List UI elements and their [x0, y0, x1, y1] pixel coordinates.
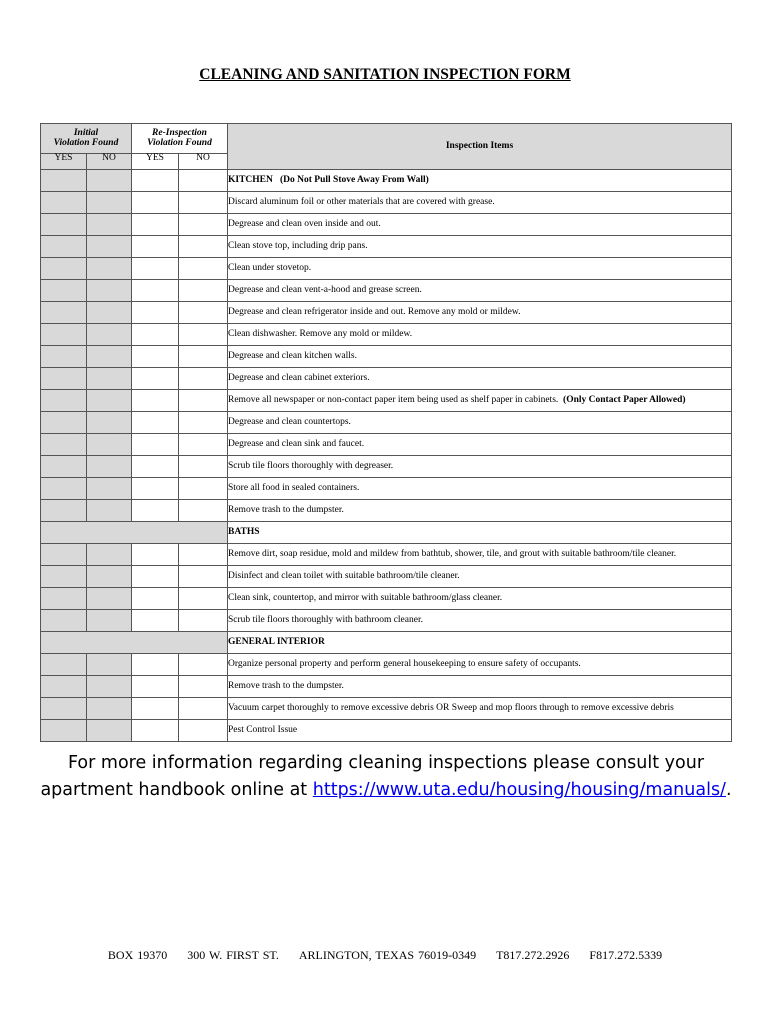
- inspection-item: Degrease and clean cabinet exteriors.: [228, 368, 732, 390]
- table-row: [41, 544, 732, 566]
- table-row: [41, 478, 732, 500]
- inspection-item: Degrease and clean oven inside and out.: [228, 214, 732, 236]
- initial-no-checkbox[interactable]: [87, 170, 132, 192]
- initial-yes-checkbox[interactable]: [41, 434, 87, 456]
- initial-no-checkbox[interactable]: [87, 588, 132, 610]
- table-row: [41, 698, 732, 720]
- reinspection-no-checkbox[interactable]: [179, 324, 228, 346]
- footer-phone: T817.272.2926: [496, 948, 570, 962]
- table-row: [41, 258, 732, 280]
- reinspection-no-checkbox[interactable]: [179, 192, 228, 214]
- inspection-item: Scrub tile floors thoroughly with degreaser.: [228, 456, 732, 478]
- table-row: [41, 412, 732, 434]
- initial-yes-header: YES: [41, 154, 87, 170]
- initial-yes-checkbox[interactable]: [41, 654, 87, 676]
- reinspection-no-checkbox[interactable]: [179, 720, 228, 742]
- reinspection-no-checkbox[interactable]: [179, 214, 228, 236]
- reinspection-no-checkbox[interactable]: [179, 500, 228, 522]
- table-row: [41, 390, 732, 412]
- reinspection-yes-checkbox[interactable]: [132, 412, 179, 434]
- reinspection-yes-checkbox[interactable]: [132, 368, 179, 390]
- reinspection-no-checkbox[interactable]: [179, 390, 228, 412]
- reinspection-no-checkbox[interactable]: [179, 280, 228, 302]
- initial-yes-checkbox[interactable]: [41, 720, 87, 742]
- reinspection-yes-checkbox[interactable]: [132, 698, 179, 720]
- reinspection-yes-header: YES: [132, 154, 179, 170]
- initial-yes-checkbox[interactable]: [41, 544, 87, 566]
- inspection-item: Clean under stovetop.: [228, 258, 732, 280]
- footer-city: ARLINGTON, TEXAS 76019-0349: [298, 948, 477, 962]
- initial-no-checkbox[interactable]: [87, 434, 132, 456]
- table-row: [41, 192, 732, 214]
- inspection-item: Degrease and clean countertops.: [228, 412, 732, 434]
- initial-yes-checkbox[interactable]: [41, 588, 87, 610]
- table-row: [41, 654, 732, 676]
- table-row: [41, 368, 732, 390]
- table-row: [41, 302, 732, 324]
- info-note: [40, 750, 732, 804]
- initial-yes-checkbox[interactable]: [41, 610, 87, 632]
- table-row: [41, 236, 732, 258]
- reinspection-no-header: NO: [179, 154, 228, 170]
- initial-no-checkbox[interactable]: [87, 698, 132, 720]
- reinspection-yes-checkbox[interactable]: [132, 434, 179, 456]
- inspection-item: Store all food in sealed containers.: [228, 478, 732, 500]
- inspection-item: Degrease and clean sink and faucet.: [228, 434, 732, 456]
- reinspection-yes-checkbox[interactable]: [132, 324, 179, 346]
- table-row: [41, 170, 732, 192]
- inspection-item: Pest Control Issue: [228, 720, 732, 742]
- inspection-item: Remove dirt, soap residue, mold and mildew from bathtub, shower, tile, and grout with suitable bathroom/tile cleaner.: [228, 544, 732, 566]
- reinspection-no-checkbox[interactable]: [179, 698, 228, 720]
- table-row: [41, 632, 732, 654]
- reinspection-yes-checkbox[interactable]: [132, 302, 179, 324]
- section-title-kitchen: KITCHEN (Do Not Pull Stove Away From Wall): [228, 170, 732, 192]
- reinspection-no-checkbox[interactable]: [179, 544, 228, 566]
- inspection-item: Clean stove top, including drip pans.: [228, 236, 732, 258]
- inspection-table: [40, 123, 732, 742]
- table-row: [41, 522, 732, 544]
- reinspection-yes-checkbox[interactable]: [132, 720, 179, 742]
- initial-no-checkbox[interactable]: [87, 214, 132, 236]
- inspection-items-header: Inspection Items: [228, 124, 732, 170]
- reinspection-yes-checkbox[interactable]: [132, 588, 179, 610]
- reinspection-yes-checkbox[interactable]: [132, 456, 179, 478]
- initial-no-checkbox[interactable]: [87, 302, 132, 324]
- initial-yes-checkbox[interactable]: [41, 280, 87, 302]
- reinspection-yes-checkbox[interactable]: [132, 544, 179, 566]
- initial-yes-checkbox[interactable]: [41, 236, 87, 258]
- inspection-item: Degrease and clean refrigerator inside and out. Remove any mold or mildew.: [228, 302, 732, 324]
- initial-no-checkbox[interactable]: [87, 676, 132, 698]
- initial-yes-checkbox[interactable]: [41, 324, 87, 346]
- initial-yes-checkbox[interactable]: [41, 390, 87, 412]
- reinspection-no-checkbox[interactable]: [179, 610, 228, 632]
- inspection-item: Degrease and clean vent-a-hood and grease screen.: [228, 280, 732, 302]
- initial-no-checkbox[interactable]: [87, 720, 132, 742]
- footer-fax: F817.272.5339: [589, 948, 663, 962]
- reinspection-yes-checkbox[interactable]: [132, 654, 179, 676]
- initial-violation-header: Initial Violation Found: [41, 124, 132, 154]
- reinspection-no-checkbox[interactable]: [179, 258, 228, 280]
- info-line-1: For more information regarding cleaning inspections please consult your: [67, 753, 705, 773]
- initial-no-checkbox[interactable]: [87, 412, 132, 434]
- section-spacer: [41, 632, 228, 654]
- initial-yes-checkbox[interactable]: [41, 698, 87, 720]
- initial-yes-checkbox[interactable]: [41, 170, 87, 192]
- section-title: GENERAL INTERIOR: [228, 632, 732, 654]
- section-title: BATHS: [228, 522, 732, 544]
- table-row: [41, 214, 732, 236]
- initial-yes-checkbox[interactable]: [41, 456, 87, 478]
- initial-yes-checkbox[interactable]: [41, 302, 87, 324]
- initial-no-checkbox[interactable]: [87, 566, 132, 588]
- reinspection-yes-checkbox[interactable]: [132, 390, 179, 412]
- initial-yes-checkbox[interactable]: [41, 500, 87, 522]
- reinspection-yes-checkbox[interactable]: [132, 676, 179, 698]
- reinspection-no-checkbox[interactable]: [179, 456, 228, 478]
- inspection-item: Organize personal property and perform general housekeeping to ensure safety of occupants.: [228, 654, 732, 676]
- initial-yes-checkbox[interactable]: [41, 192, 87, 214]
- reinspection-no-checkbox[interactable]: [179, 566, 228, 588]
- footer-box: BOX 19370: [107, 948, 168, 962]
- reinspection-yes-checkbox[interactable]: [132, 192, 179, 214]
- table-row: [41, 500, 732, 522]
- table-row: [41, 676, 732, 698]
- housing-manuals-link[interactable]: https://www.uta.edu/housing/housing/manuals/: [312, 780, 726, 800]
- table-row: [41, 434, 732, 456]
- initial-no-checkbox[interactable]: [87, 346, 132, 368]
- reinspection-yes-checkbox[interactable]: [132, 566, 179, 588]
- reinspection-yes-checkbox[interactable]: [132, 500, 179, 522]
- reinspection-yes-checkbox[interactable]: [132, 258, 179, 280]
- initial-yes-checkbox[interactable]: [41, 566, 87, 588]
- initial-yes-checkbox[interactable]: [41, 258, 87, 280]
- initial-no-checkbox[interactable]: [87, 258, 132, 280]
- initial-yes-checkbox[interactable]: [41, 676, 87, 698]
- inspection-item: Disinfect and clean toilet with suitable bathroom/tile cleaner.: [228, 566, 732, 588]
- reinspection-yes-checkbox[interactable]: [132, 478, 179, 500]
- initial-no-checkbox[interactable]: [87, 500, 132, 522]
- address-footer: [0, 948, 770, 963]
- reinspection-yes-checkbox[interactable]: [132, 236, 179, 258]
- table-row: [41, 346, 732, 368]
- inspection-item: Remove trash to the dumpster.: [228, 676, 732, 698]
- reinspection-yes-checkbox[interactable]: [132, 214, 179, 236]
- inspection-item: Remove trash to the dumpster.: [228, 500, 732, 522]
- table-row: [41, 566, 732, 588]
- reinspection-yes-checkbox[interactable]: [132, 610, 179, 632]
- initial-no-header: NO: [87, 154, 132, 170]
- initial-yes-checkbox[interactable]: [41, 478, 87, 500]
- inspection-item: Scrub tile floors thoroughly with bathroom cleaner.: [228, 610, 732, 632]
- reinspection-no-checkbox[interactable]: [179, 478, 228, 500]
- inspection-item: Clean sink, countertop, and mirror with suitable bathroom/glass cleaner.: [228, 588, 732, 610]
- inspection-item: Vacuum carpet thoroughly to remove excessive debris OR Sweep and mop floors through to remove excessive debris: [228, 698, 732, 720]
- initial-no-checkbox[interactable]: [87, 324, 132, 346]
- reinspection-yes-checkbox[interactable]: [132, 170, 179, 192]
- initial-no-checkbox[interactable]: [87, 610, 132, 632]
- reinspection-no-checkbox[interactable]: [179, 588, 228, 610]
- initial-no-checkbox[interactable]: [87, 192, 132, 214]
- inspection-item: Remove all newspaper or non-contact paper item being used as shelf paper in cabinets. (Only Contact Paper Allowed): [228, 390, 732, 412]
- inspection-item: Clean dishwasher. Remove any mold or mildew.: [228, 324, 732, 346]
- section-spacer: [41, 522, 228, 544]
- initial-no-checkbox[interactable]: [87, 456, 132, 478]
- info-line-2: apartment handbook online at https://www.uta.edu/housing/housing/manuals/.: [40, 780, 732, 800]
- reinspection-no-checkbox[interactable]: [179, 676, 228, 698]
- table-row: [41, 456, 732, 478]
- inspection-item: Discard aluminum foil or other materials that are covered with grease.: [228, 192, 732, 214]
- initial-yes-checkbox[interactable]: [41, 214, 87, 236]
- initial-yes-checkbox[interactable]: [41, 346, 87, 368]
- initial-no-checkbox[interactable]: [87, 390, 132, 412]
- initial-no-checkbox[interactable]: [87, 544, 132, 566]
- initial-no-checkbox[interactable]: [87, 280, 132, 302]
- initial-no-checkbox[interactable]: [87, 236, 132, 258]
- footer-street: 300 W. FIRST ST.: [187, 948, 279, 962]
- reinspection-yes-checkbox[interactable]: [132, 346, 179, 368]
- reinspection-no-checkbox[interactable]: [179, 302, 228, 324]
- table-row: [41, 324, 732, 346]
- table-row: [41, 720, 732, 742]
- initial-no-checkbox[interactable]: [87, 478, 132, 500]
- inspection-item: Degrease and clean kitchen walls.: [228, 346, 732, 368]
- reinspection-no-checkbox[interactable]: [179, 434, 228, 456]
- reinspection-no-checkbox[interactable]: [179, 236, 228, 258]
- form-title: CLEANING AND SANITATION INSPECTION FORM: [199, 66, 571, 83]
- initial-no-checkbox[interactable]: [87, 654, 132, 676]
- table-row: [41, 610, 732, 632]
- reinspection-no-checkbox[interactable]: [179, 368, 228, 390]
- reinspection-no-checkbox[interactable]: [179, 170, 228, 192]
- reinspection-violation-header: Re-Inspection Violation Found: [132, 124, 228, 154]
- reinspection-no-checkbox[interactable]: [179, 412, 228, 434]
- initial-yes-checkbox[interactable]: [41, 368, 87, 390]
- table-row: [41, 588, 732, 610]
- reinspection-no-checkbox[interactable]: [179, 346, 228, 368]
- reinspection-no-checkbox[interactable]: [179, 654, 228, 676]
- initial-no-checkbox[interactable]: [87, 368, 132, 390]
- reinspection-yes-checkbox[interactable]: [132, 280, 179, 302]
- table-row: [41, 280, 732, 302]
- initial-yes-checkbox[interactable]: [41, 412, 87, 434]
